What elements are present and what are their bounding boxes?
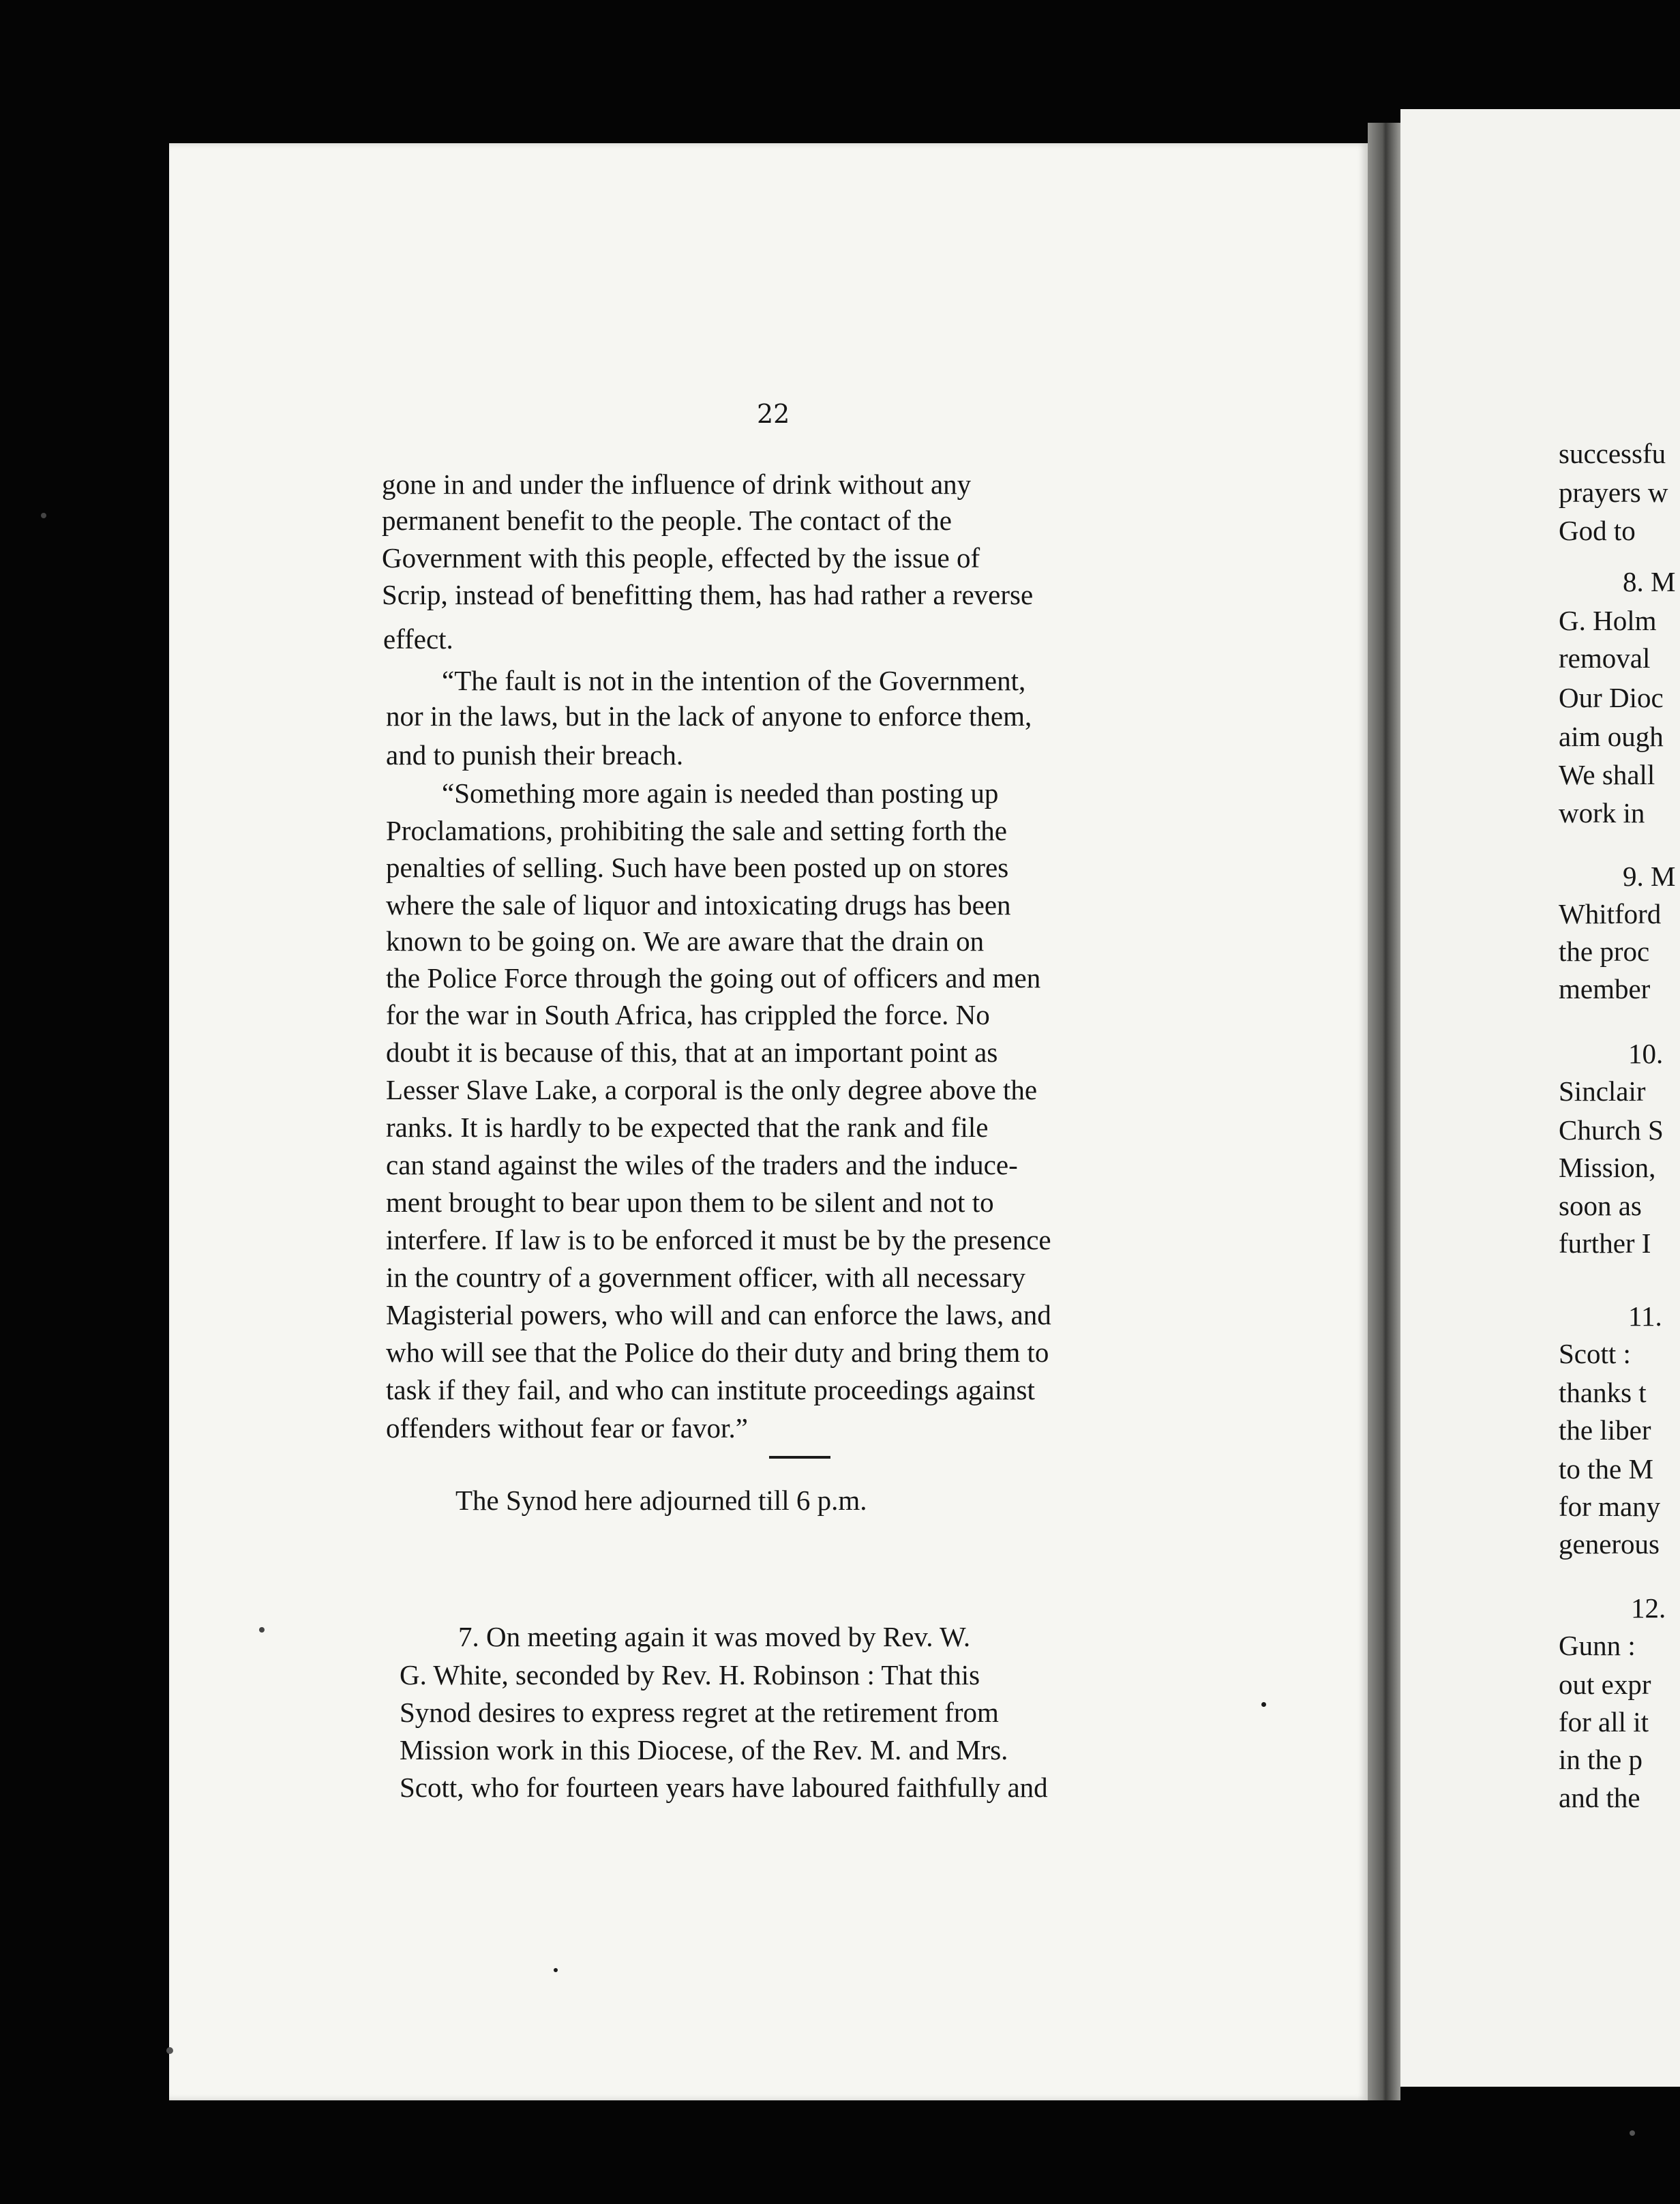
body-line: offenders without fear or favor.”: [386, 1412, 748, 1444]
body-line: gone in and under the influence of drink without any: [382, 468, 972, 500]
right-line: in the p: [1559, 1744, 1642, 1775]
body-line: permanent benefit to the people. The contact of the: [382, 505, 952, 536]
scan-speck: [259, 1627, 265, 1633]
right-line: We shall: [1559, 759, 1655, 790]
right-line: further I: [1559, 1227, 1651, 1259]
body-line: effect.: [383, 623, 453, 655]
body-line: Government with this people, effected by the issue of: [382, 542, 980, 574]
right-line: soon as: [1559, 1190, 1642, 1221]
motion-line: Mission work in this Diocese, of the Rev. M. and Mrs.: [400, 1734, 1008, 1766]
body-line: ment brought to bear upon them to be silent and not to: [386, 1187, 994, 1218]
motion-line: 7. On meeting again it was moved by Rev. W.: [458, 1621, 971, 1652]
scan-speck: [1630, 2130, 1635, 2136]
body-line: Scrip, instead of benefitting them, has had rather a reverse: [382, 579, 1034, 610]
right-line: G. Holm: [1559, 605, 1657, 636]
right-line: God to: [1559, 515, 1636, 546]
right-line: prayers w: [1559, 477, 1668, 508]
right-line: the proc: [1559, 936, 1650, 967]
adjournment-line: The Synod here adjourned till 6 p.m.: [455, 1485, 867, 1516]
body-line: who will see that the Police do their duty and bring them to: [386, 1337, 1049, 1368]
right-line: to the M: [1559, 1453, 1653, 1485]
scan-speck: [41, 513, 46, 518]
body-line: “Something more again is needed than posting up: [442, 777, 999, 809]
motion-line: Scott, who for fourteen years have laboured faithfully and: [400, 1772, 1048, 1803]
right-line: 12.: [1631, 1592, 1666, 1624]
right-line: work in: [1559, 797, 1645, 829]
motion-line: Synod desires to express regret at the retirement from: [400, 1697, 999, 1728]
right-line: 10.: [1628, 1038, 1664, 1069]
right-line: 9. M: [1623, 861, 1676, 892]
right-line: Mission,: [1559, 1152, 1656, 1183]
right-line: Gunn :: [1559, 1630, 1636, 1661]
body-line: for the war in South Africa, has crippled the force. No: [386, 999, 990, 1030]
motion-line: G. White, seconded by Rev. H. Robinson : That this: [400, 1659, 980, 1691]
body-line: known to be going on. We are aware that the drain on: [386, 925, 985, 957]
right-line: 11.: [1628, 1300, 1662, 1332]
right-line: Scott :: [1559, 1338, 1631, 1369]
body-line: ranks. It is hardly to be expected that the rank and file: [386, 1112, 989, 1143]
right-line: the liber: [1559, 1414, 1651, 1446]
body-line: Lesser Slave Lake, a corporal is the only degree above the: [386, 1074, 1038, 1105]
right-line: and the: [1559, 1782, 1640, 1813]
right-line: removal: [1559, 642, 1651, 674]
body-line: where the sale of liquor and intoxicating drugs has been: [386, 889, 1011, 921]
body-line: in the country of a government officer, with all necessary: [386, 1262, 1025, 1293]
right-line: for all it: [1559, 1706, 1649, 1738]
right-line: for many: [1559, 1491, 1661, 1522]
scan-speck: [1261, 1702, 1266, 1707]
book-gutter: [1368, 123, 1400, 2100]
body-line: nor in the laws, but in the lack of anyone to enforce them,: [386, 700, 1032, 732]
right-line: thanks t: [1559, 1377, 1647, 1408]
right-line: Whitford: [1559, 898, 1662, 929]
body-line: Proclamations, prohibiting the sale and setting forth the: [386, 815, 1007, 846]
body-line: Magisterial powers, who will and can enforce the laws, and: [386, 1299, 1051, 1330]
body-line: doubt it is because of this, that at an important point as: [386, 1037, 998, 1068]
right-line: member: [1559, 973, 1651, 1004]
right-line: out expr: [1559, 1669, 1651, 1700]
body-line: “The fault is not in the intention of the Government,: [442, 665, 1026, 696]
body-line: can stand against the wiles of the traders and the induce-: [386, 1149, 1018, 1180]
right-line: Church S: [1559, 1114, 1664, 1146]
scan-speck: [554, 1968, 558, 1972]
section-divider: [769, 1456, 830, 1459]
scan-speck: [166, 2047, 173, 2054]
body-line: task if they fail, and who can institute proceedings against: [386, 1374, 1035, 1405]
right-line: Sinclair: [1559, 1075, 1646, 1107]
right-line: aim ough: [1559, 721, 1664, 752]
right-line: successfu: [1559, 438, 1666, 469]
page-number: 22: [757, 399, 790, 429]
body-line: the Police Force through the going out of officers and men: [386, 962, 1041, 994]
right-line: Our Dioc: [1559, 682, 1664, 713]
body-line: penalties of selling. Such have been posted up on stores: [386, 852, 1009, 883]
body-line: interfere. If law is to be enforced it must be by the presence: [386, 1224, 1051, 1255]
right-line: generous: [1559, 1528, 1660, 1560]
body-line: and to punish their breach.: [386, 739, 684, 771]
right-line: 8. M: [1623, 566, 1676, 597]
